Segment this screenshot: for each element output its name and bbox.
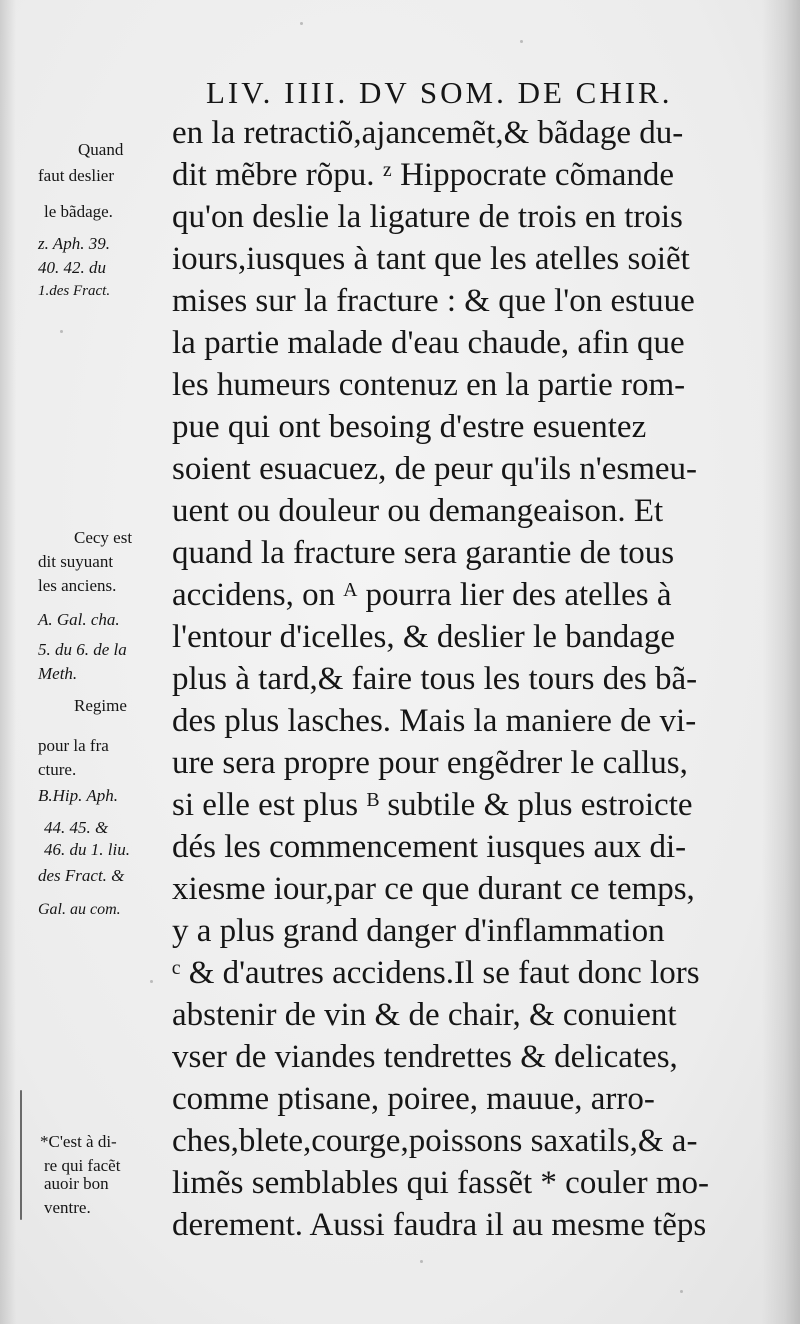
text-line: ches,blete,courge,poissons saxatils,& a-	[172, 1123, 698, 1159]
text-line: derement. Aussi faudra il au mesme tẽps	[172, 1207, 707, 1243]
margin-note: des Fract. &	[38, 866, 125, 885]
text-line: ᶜ & d'autres accidens.Il se faut donc lors	[172, 955, 700, 991]
margin-note: cture.	[38, 760, 77, 779]
text-line: limẽs semblables qui fassẽt * couler mo-	[172, 1165, 710, 1201]
margin-note: B.Hip. Aph.	[38, 786, 118, 805]
text-line: plus à tard,& faire tous les tours des bã-	[172, 661, 698, 697]
margin-note: 44. 45. &	[44, 818, 109, 837]
margin-note: Gal. au com.	[38, 901, 121, 918]
margin-note: faut deslier	[38, 166, 114, 185]
text-line: uent ou douleur ou demangeaison. Et	[172, 493, 664, 529]
text-line: si elle est plus ᴮ subtile & plus estroicte	[172, 787, 693, 823]
text-line: dés les commencement iusques aux di-	[172, 829, 687, 865]
margin-note: re qui facẽt	[44, 1156, 121, 1175]
margin-note: 40. 42. du	[38, 258, 106, 277]
text-line: vser de viandes tendrettes & delicates,	[172, 1039, 678, 1075]
paper-speck	[60, 330, 63, 333]
text-line: pue qui ont besoing d'estre esuentez	[172, 409, 647, 445]
margin-note: *C'est à di-	[40, 1132, 117, 1151]
margin-note: Meth.	[38, 664, 78, 683]
page-right-shadow	[762, 0, 800, 1324]
running-header: LIV. IIII. DV SOM. DE CHIR.	[206, 75, 673, 110]
text-line: la partie malade d'eau chaude, afin que	[172, 325, 685, 361]
text-line: mises sur la fracture : & que l'on estuue	[172, 283, 695, 319]
paper-speck	[300, 22, 303, 25]
margin-note: les anciens.	[38, 576, 117, 595]
margin-note: Quand	[78, 140, 124, 159]
page-left-shadow	[0, 0, 16, 1324]
text-line: ure sera propre pour engẽdrer le callus,	[172, 745, 688, 781]
margin-note: Cecy est	[74, 528, 133, 547]
margin-note: 46. du 1. liu.	[44, 840, 130, 859]
page-mark	[20, 1090, 22, 1220]
text-line: y a plus grand danger d'inflammation	[172, 913, 665, 949]
text-line: comme ptisane, poiree, mauue, arro-	[172, 1081, 655, 1117]
text-line: des plus lasches. Mais la maniere de vi-	[172, 703, 697, 739]
text-line: l'entour d'icelles, & deslier le bandage	[172, 619, 676, 655]
text-line: accidens, on ᴬ pourra lier des atelles à	[172, 577, 672, 613]
margin-note: pour la fra	[38, 736, 109, 755]
margin-note: z. Aph. 39.	[38, 234, 110, 253]
text-line: xiesme iour,par ce que durant ce temps,	[172, 871, 695, 907]
margin-note: 1.des Fract.	[38, 283, 111, 299]
paper-speck	[520, 40, 523, 43]
text-line: les humeurs contenuz en la partie rom-	[172, 367, 686, 403]
text-line: soient esuacuez, de peur qu'ils n'esmeu-	[172, 451, 698, 487]
text-line: iours,iusques à tant que les atelles soiẽt	[172, 241, 690, 277]
text-line: en la retractiõ,ajancemẽt,& bãdage du-	[172, 115, 684, 151]
margin-note: auoir bon	[44, 1174, 109, 1193]
text-line: abstenir de vin & de chair, & conuient	[172, 997, 677, 1033]
paper-speck	[150, 980, 153, 983]
margin-note: dit suyuant	[38, 552, 114, 571]
margin-note: 5. du 6. de la	[38, 640, 127, 659]
text-line: quand la fracture sera garantie de tous	[172, 535, 675, 571]
margin-note: le bãdage.	[44, 202, 113, 221]
text-line: dit mẽbre rõpu. ᶻ Hippocrate cõmande	[172, 157, 675, 193]
paper-speck	[680, 1290, 683, 1293]
margin-note: ventre.	[44, 1198, 91, 1217]
text-line: qu'on deslie la ligature de trois en trois	[172, 199, 683, 235]
margin-note: Regime	[74, 696, 127, 715]
margin-note: A. Gal. cha.	[38, 610, 120, 629]
paper-speck	[420, 1260, 423, 1263]
